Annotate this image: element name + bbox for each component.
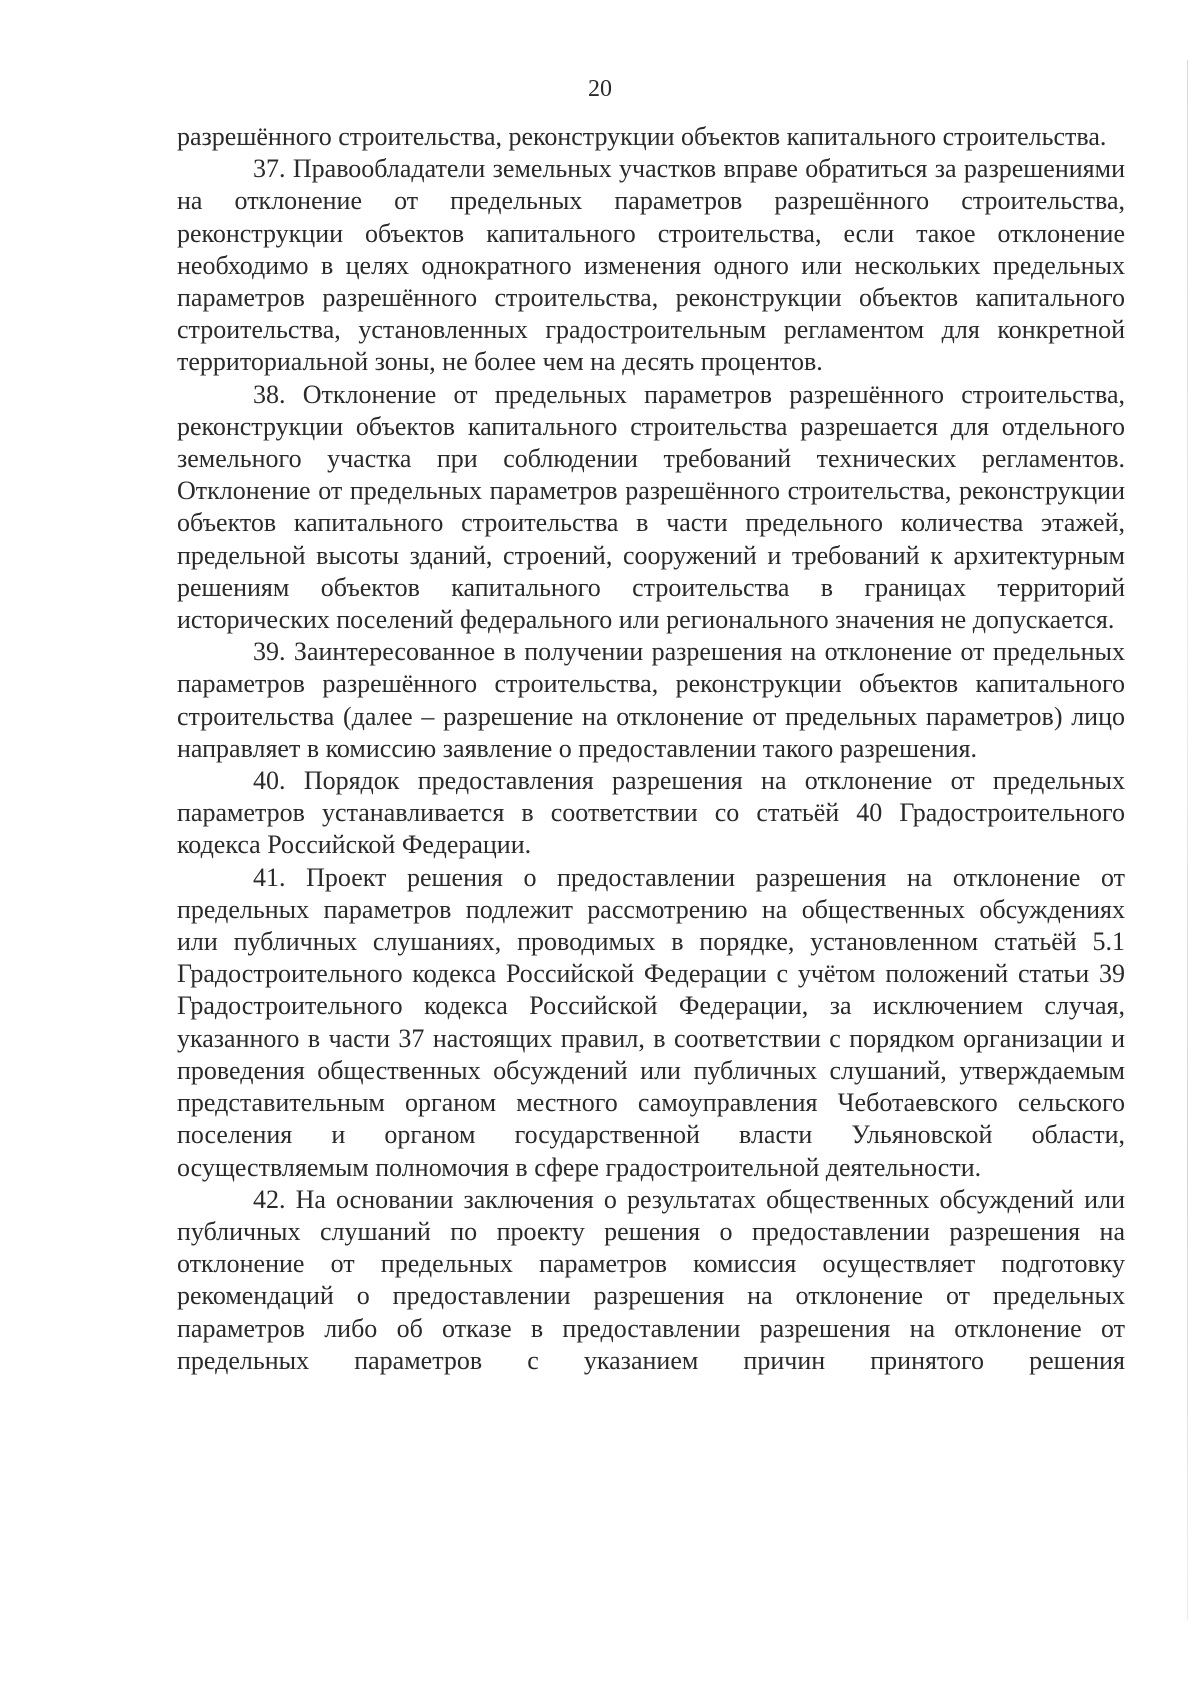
- paragraph-40: 40. Порядок предоставления разрешения на отклонение от предельных параметров устанавливается в соответствии со статьёй 40 Градостроительного кодекса Российской Федерации.: [177, 766, 1125, 860]
- paragraph-41: 41. Проект решения о предоставлении разрешения на отклонение от предельных параметров подлежит рассмотрению на общественных обсуждениях или публичных слушаниях, проводимых в порядке, установленном статьёй 5.1 Градостроительного кодекса Российской Федерации с учётом положений статьи 39 Градостроительного кодекса Российской Федерации, за исключением случая, указанного в части 37 настоящих правил, в соответствии с порядком организации и проведения общественных обсуждений или публичных слушаний, утверждаемым представительным органом местного самоуправления Чеботаевского сельского поселения и органом государственной власти Ульяновской области, осуществляемым полномочия в сфере градостроительной деятельности.: [177, 862, 1125, 1182]
- paragraph-37: 37. Правообладатели земельных участков вправе обратиться за разрешениями на отклонение от предельных параметров разрешённого строительства, реконструкции объектов капитального строительства, если такое отклонение необходимо в целях однократного изменения одного или нескольких предельных параметров разрешённого строительства, реконструкции объектов капитального строительства, установленных градостроительным регламентом для конкретной территориальной зоны, не более чем на десять процентов.: [177, 154, 1125, 377]
- scan-edge-line: [1187, 60, 1188, 1620]
- paragraph-39: 39. Заинтересованное в получении разрешения на отклонение от предельных параметров разрешённого строительства, реконструкции объектов капитального строительства (далее – разрешение на отклонение от предельных параметров) лицо направляет в комиссию заявление о предоставлении такого разрешения.: [177, 637, 1125, 763]
- paragraph-38: 38. Отклонение от предельных параметров разрешённого строительства, реконструкции объектов капитального строительства разрешается для отдельного земельного участка при соблюдении требований технических регламентов. Отклонение от предельных параметров разрешённого строительства, реконструкции объектов капитального строительства в части предельного количества этажей, предельной высоты зданий, строений, сооружений и требований к архитектурным решениям объектов капитального строительства в границах территорий исторических поселений федерального или регионального значения не допускается.: [177, 379, 1125, 635]
- document-body: [177, 121, 1125, 1377]
- paragraph-continuation: разрешённого строительства, реконструкции объектов капитального строительства.: [177, 122, 1107, 151]
- page-number: 20: [588, 76, 612, 102]
- paragraph-42: 42. На основании заключения о результатах общественных обсуждений или публичных слушаний по проекту решения о предоставлении разрешения на отклонение от предельных параметров комиссия осуществляет подготовку рекомендаций о предоставлении разрешения на отклонение от предельных параметров либо об отказе в предоставлении разрешения на отклонение от предельных параметров с указанием причин принятого решения: [177, 1184, 1125, 1375]
